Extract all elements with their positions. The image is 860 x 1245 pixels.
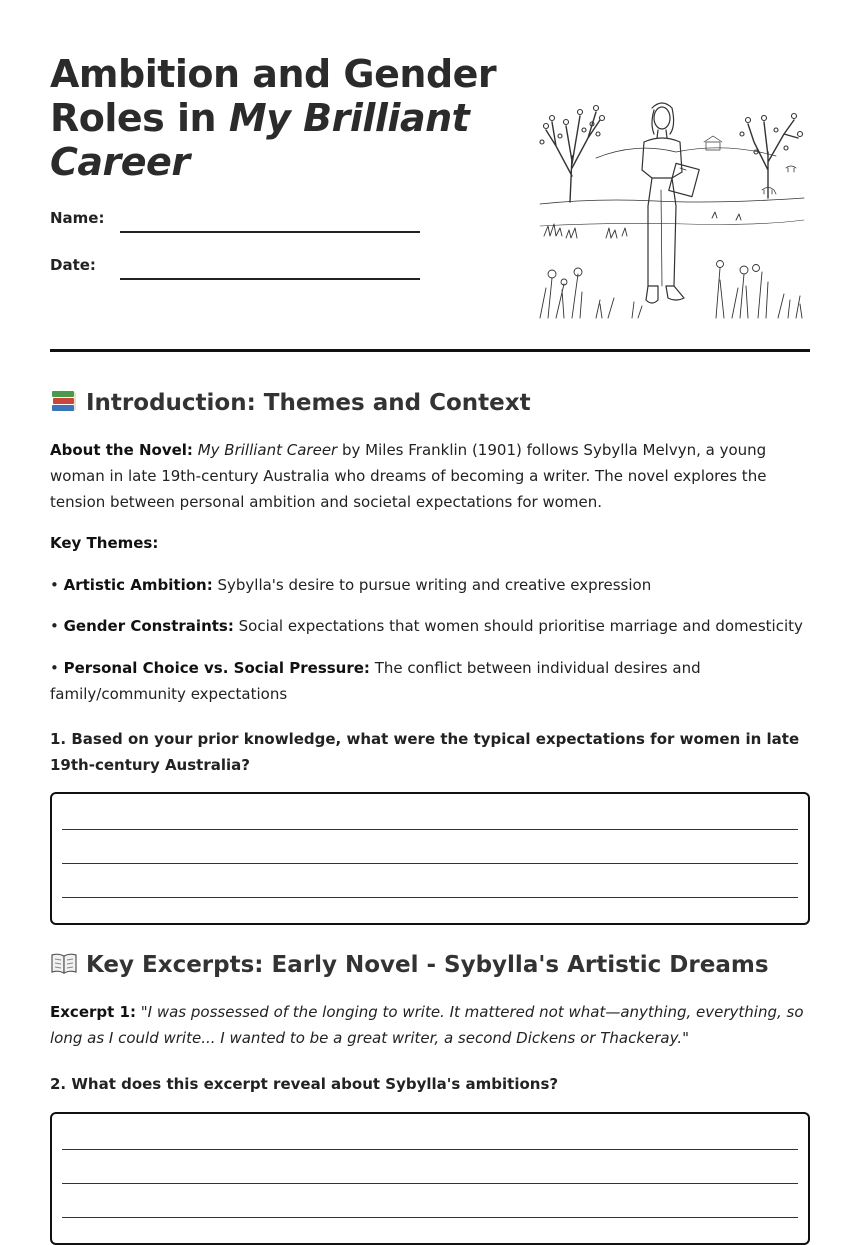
name-label: Name: xyxy=(50,209,105,227)
answer-line xyxy=(62,1149,798,1150)
key-themes-label-text: Key Themes: xyxy=(50,534,159,552)
theme-item: • Gender Constraints: Social expectations that women should prioritise marriage and domesticity xyxy=(50,617,803,635)
woman-in-field-illustration xyxy=(536,86,808,326)
answer-line xyxy=(62,1217,798,1218)
excerpts-heading-text: Key Excerpts: Early Novel - Sybylla's Artistic Dreams xyxy=(86,952,769,978)
name-field[interactable] xyxy=(120,231,420,233)
date-field[interactable] xyxy=(120,278,420,280)
excerpt-label: Excerpt 1: xyxy=(50,1003,136,1021)
answer-line xyxy=(62,863,798,864)
about-novel-paragraph xyxy=(50,437,810,515)
title-novel-name: My Brilliant Career xyxy=(50,96,470,184)
theme-item: • Personal Choice vs. Social Pressure: The conflict between individual desires and family/community expectations xyxy=(50,659,701,703)
right-tree-icon xyxy=(740,114,803,199)
woman-figure-icon xyxy=(642,103,699,303)
about-label: About the Novel: xyxy=(50,441,193,459)
answer-line xyxy=(62,897,798,898)
grass-and-flowers-icon xyxy=(540,212,802,318)
title-text: Ambition and Gender Roles in xyxy=(50,52,497,140)
answer-line xyxy=(62,1183,798,1184)
page-title xyxy=(50,52,500,184)
excerpts-heading xyxy=(50,950,769,980)
theme-text: The conflict between individual desires and family/community expectations xyxy=(50,659,701,703)
left-tree-icon xyxy=(540,106,605,203)
about-novel-title: My Brilliant Career xyxy=(197,441,338,459)
intro-heading xyxy=(50,388,531,418)
theme-item: • Artistic Ambition: Sybylla's desire to pursue writing and creative expression xyxy=(50,576,652,594)
date-label: Date: xyxy=(50,256,96,274)
theme-text: Sybylla's desire to pursue writing and creative expression xyxy=(212,576,652,594)
key-themes-label xyxy=(50,530,810,556)
theme-label: Artistic Ambition: xyxy=(63,576,213,594)
books-icon xyxy=(50,388,78,414)
theme-label: Gender Constraints: xyxy=(63,617,234,635)
about-text: by Miles Franklin (1901) follows Sybylla Melvyn, a young woman in late 19th-century Australia who dreams of becoming a writer. The novel explores the tension between personal ambition and societal expectations for women. xyxy=(50,441,767,511)
excerpt-quote: "I was possessed of the longing to write. It mattered not what—anything, everything, so long as I could write... I wanted to be a great writer, a second Dickens or Thackeray." xyxy=(50,1003,804,1047)
answer-box-2[interactable] xyxy=(50,1112,810,1245)
answer-line xyxy=(62,829,798,830)
excerpt-1 xyxy=(50,999,810,1051)
theme-text: Social expectations that women should prioritise marriage and domesticity xyxy=(233,617,803,635)
question-1: 1. Based on your prior knowledge, what were the typical expectations for women in late 19th-century Australia? xyxy=(50,730,800,774)
intro-heading-text: Introduction: Themes and Context xyxy=(86,390,531,416)
open-book-icon xyxy=(50,950,78,976)
header-divider xyxy=(50,349,810,352)
theme-label: Personal Choice vs. Social Pressure: xyxy=(63,659,370,677)
answer-box-1[interactable] xyxy=(50,792,810,925)
question-2: 2. What does this excerpt reveal about Sybylla's ambitions? xyxy=(50,1075,559,1093)
